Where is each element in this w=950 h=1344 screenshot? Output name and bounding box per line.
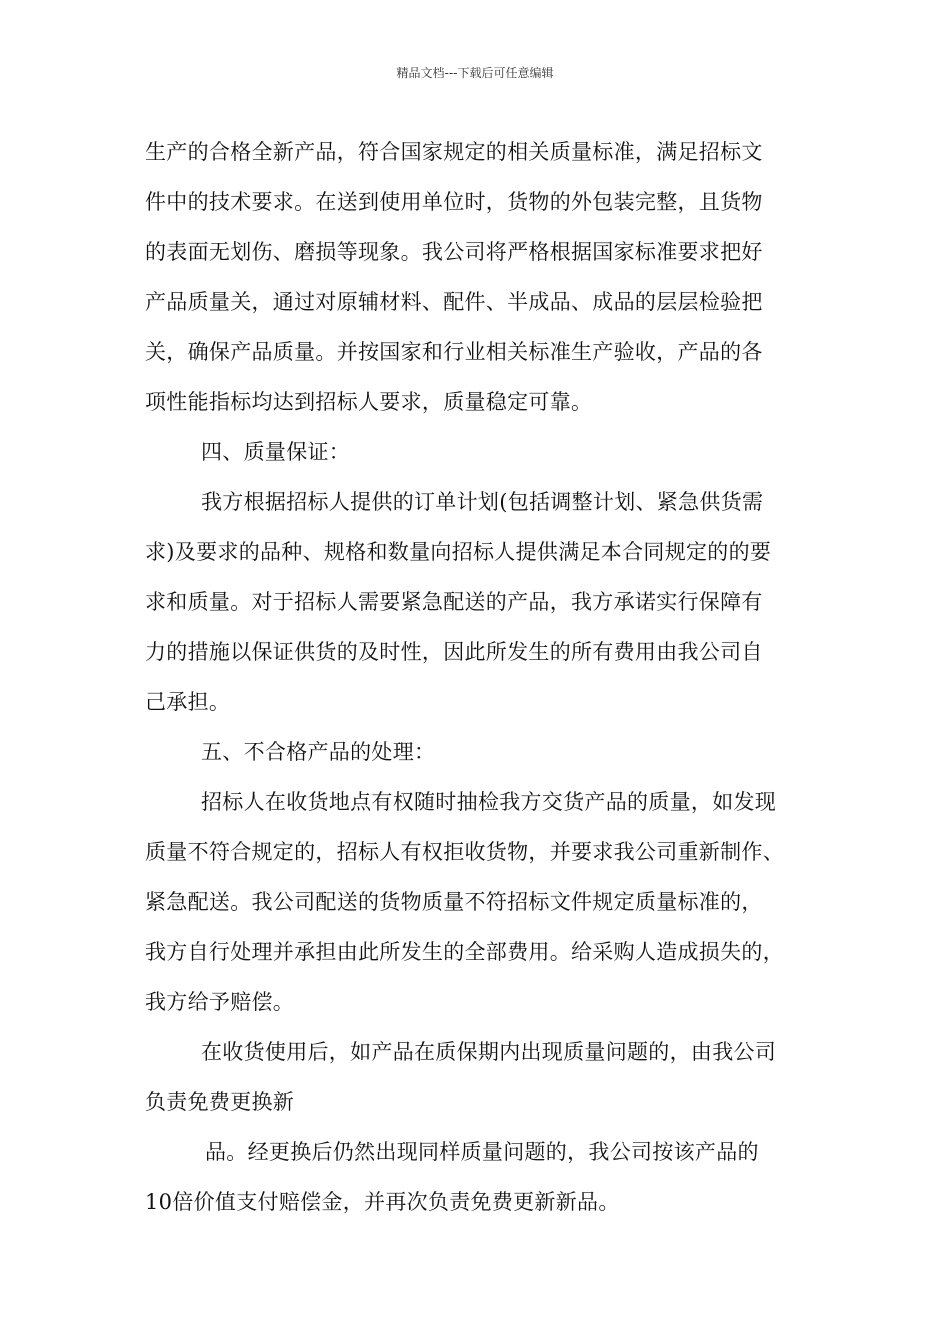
text-line: 负责免费更换新 [145, 1090, 295, 1114]
text-line: 件中的技术要求。在送到使用单位时，货物的外包装完整，且货物 [145, 190, 763, 214]
text-line: 求)及要求的品种、规格和数量向招标人提供满足本合同规定的的要 [145, 540, 772, 564]
text-line: 力的措施以保证供货的及时性，因此所发生的所有费用由我公司自 [145, 640, 763, 664]
section-heading-quality-guarantee: 四、质量保证： [201, 440, 351, 464]
document-body [145, 127, 810, 1227]
text-line: 紧急配送。我公司配送的货物质量不符招标文件规定质量标准的， [145, 890, 763, 914]
section-heading-nonconforming-products: 五、不合格产品的处理： [201, 740, 436, 764]
text-line: 产品质量关，通过对原辅材料、配件、半成品、成品的层层检验把 [145, 290, 763, 314]
text-line: 的表面无划伤、磨损等现象。我公司将严格根据国家标准要求把好 [145, 240, 763, 264]
text-line: 项性能指标均达到招标人要求，质量稳定可靠。 [145, 390, 593, 414]
text-line: 招标人在收货地点有权随时抽检我方交货产品的质量，如发现 [201, 790, 777, 814]
page-header: 精品文档---下载后可任意编辑 [396, 66, 554, 80]
text-line: 在收货使用后，如产品在质保期内出现质量问题的，由我公司 [201, 1040, 777, 1064]
text-line: 我方给予赔偿。 [145, 990, 295, 1014]
text-line: 质量不符合规定的，招标人有权拒收货物，并要求我公司重新制作、 [145, 840, 784, 864]
text-line: 品。经更换后仍然出现同样质量问题的，我公司按该产品的 [205, 1140, 759, 1164]
text-line: 求和质量。对于招标人需要紧急配送的产品，我方承诺实行保障有 [145, 590, 763, 614]
text-line: 10倍价值支付赔偿金，并再次负责免费更新新品。 [145, 1190, 620, 1214]
text-line: 己承担。 [145, 690, 231, 714]
text-line: 关，确保产品质量。并按国家和行业相关标准生产验收，产品的各 [145, 340, 763, 364]
text-line: 生产的合格全新产品，符合国家规定的相关质量标准，满足招标文 [145, 140, 763, 164]
text-line: 我方自行处理并承担由此所发生的全部费用。给采购人造成损失的， [145, 940, 784, 964]
text-line: 我方根据招标人提供的订单计划(包括调整计划、紧急供货需 [201, 490, 764, 514]
